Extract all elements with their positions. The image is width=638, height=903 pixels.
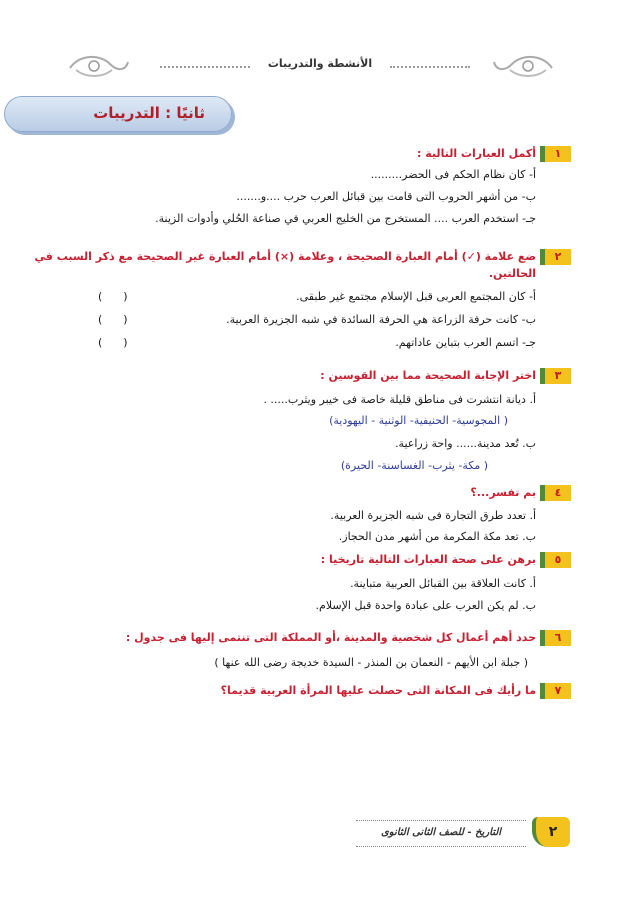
footer-text: التاريخ - للصف الثانى الثانوى (380, 827, 502, 838)
footer-dots-bottom (356, 846, 526, 847)
question-3-title: اختر الإجابة الصحيحة مما بين القوسين : (320, 369, 536, 382)
question-2-item: جـ- اتسم العرب بتباين عاداتهم. (395, 336, 536, 349)
question-4-item: ب. تعد مكة المكرمة من أشهر مدن الحجاز. (338, 530, 536, 543)
footer-dots-top (356, 820, 526, 821)
left-ornament-icon (66, 52, 132, 82)
section-title: ثانيًا : التدريبات (93, 104, 205, 122)
question-number-badge: ٧ (540, 683, 571, 699)
answer-mark-box[interactable]: ( ) (98, 313, 128, 326)
question-number-badge: ٣ (540, 368, 571, 384)
answer-mark-box[interactable]: ( ) (98, 336, 128, 349)
question-2-item: أ- كان المجتمع العربى قبل الإسلام مجتمع غير طبقى. (296, 290, 536, 303)
question-3-options: ( مكة- يثرب- الغساسنة- الحيرة) (340, 459, 488, 472)
header-dots-right (390, 66, 470, 68)
question-6-title: حدد أهم أعمال كل شخصية والمدينة ،أو المملكة التى تنتمى إليها فى جدول : (125, 631, 536, 644)
question-number-badge: ٥ (540, 552, 571, 568)
question-1-title: أكمل العبارات التالية : (417, 147, 536, 160)
question-5-item: ب. لم يكن العرب على عبادة واحدة قبل الإسلام. (315, 599, 536, 612)
question-7-title: ما رأيك فى المكانة التى حصلت عليها المرأة العربية قديما؟ (220, 684, 536, 697)
question-3-options: ( المجوسية- الحنيفية- الوثنية - اليهودية) (329, 414, 508, 427)
header-dots-left (160, 66, 250, 68)
answer-mark-box[interactable]: ( ) (98, 290, 128, 303)
question-number-badge: ٢ (540, 249, 571, 265)
question-2-item: ب- كانت حرفة الزراعة هي الحرفة السائدة في شبه الجزيرة العربية. (226, 313, 536, 326)
question-5-item: أ. كانت العلاقة بين القبائل العربية متباينة. (350, 577, 536, 590)
question-1-item: أ- كان نظام الحكم فى الحضر......... (370, 168, 536, 181)
question-number-badge: ٤ (540, 485, 571, 501)
question-2-title-cont: الحالتين. (488, 267, 536, 280)
section-banner (4, 96, 232, 132)
page-number: ٢ (532, 817, 570, 847)
question-6-item: ( جبلة ابن الأيهم - النعمان بن المنذر - السيدة خديجة رضى الله عنها ) (214, 656, 528, 669)
header-title: الأنشطة والتدريبات (267, 57, 373, 70)
question-1-item: جـ- استخدم العرب .... المستخرج من الخليج العربي في صناعة الحُلي وأدوات الزينة. (155, 212, 536, 225)
question-2-title: ضع علامة (✓) أمام العبارة الصحيحة ، وعلامة (×) أمام العبارة غير الصحيحة مع ذكر السبب في (34, 250, 536, 263)
question-number-badge: ٦ (540, 630, 571, 646)
question-5-title: برهن على صحة العبارات التالية تاريخيا : (320, 553, 536, 566)
question-4-title: بم تفسر...؟ (470, 486, 536, 499)
question-number-badge: ١ (540, 146, 571, 162)
right-ornament-icon (490, 52, 556, 82)
question-3-item: أ. ديانة انتشرت فى مناطق قليلة خاصة فى خيبر ويثرب..... . (263, 393, 536, 406)
question-3-item: ب. تُعد مدينة...... واحة زراعية. (395, 437, 536, 450)
question-1-item: ب- من أشهر الحروب التى قامت بين قبائل العرب حرب ....و....... (236, 190, 536, 203)
question-4-item: أ. تعدد طرق التجارة فى شبه الجزيرة العربية. (330, 509, 536, 522)
